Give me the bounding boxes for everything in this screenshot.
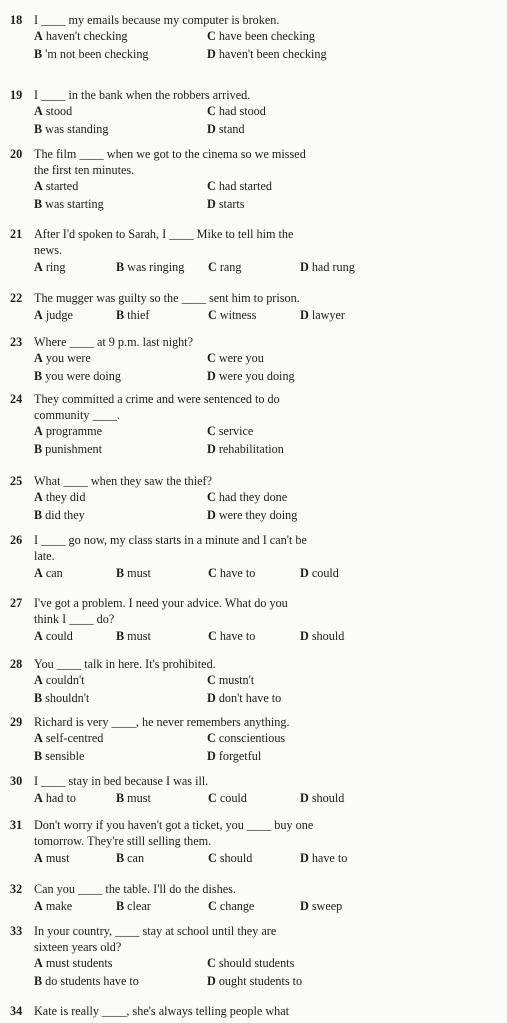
option-text: should students — [218, 956, 295, 970]
option-letter: A — [34, 490, 43, 504]
option-d[interactable] — [207, 368, 295, 384]
option-c[interactable] — [208, 850, 252, 866]
option-letter: C — [208, 629, 217, 643]
option-text: haven't checking — [45, 29, 128, 43]
option-c[interactable] — [207, 178, 272, 194]
question-text-line: In your country, ____ stay at school until they are — [34, 924, 277, 938]
question-18 — [0, 12, 507, 61]
option-b[interactable] — [116, 307, 149, 323]
option-a[interactable] — [34, 178, 78, 194]
option-letter: C — [207, 490, 216, 504]
question-stem — [0, 1003, 507, 1019]
option-letter: B — [34, 47, 43, 61]
question-stem — [0, 146, 507, 178]
option-text: do students have to — [45, 974, 139, 988]
option-letter: C — [208, 260, 217, 274]
option-b[interactable] — [34, 46, 149, 62]
option-text: judge — [45, 308, 73, 322]
option-text: had started — [218, 179, 272, 193]
option-letter: D — [207, 47, 216, 61]
question-text-line: What ____ when they saw the thief? — [34, 474, 213, 488]
option-text: rehabilitation — [218, 442, 284, 456]
option-c[interactable] — [207, 955, 294, 971]
option-letter: D — [207, 508, 216, 522]
question-text-line: community ____. — [34, 408, 120, 422]
option-letter: A — [34, 629, 43, 643]
question-25 — [0, 473, 507, 522]
question-22 — [0, 290, 507, 322]
option-text: must — [45, 851, 70, 865]
option-letter: B — [116, 851, 125, 865]
option-letter: B — [34, 749, 43, 763]
option-text: had they done — [218, 490, 288, 504]
option-text: change — [219, 899, 255, 913]
question-text-line: late. — [34, 549, 55, 563]
option-letter: A — [34, 791, 43, 805]
option-letter: D — [207, 974, 216, 988]
option-a[interactable] — [34, 423, 102, 439]
question-text-line: think I ____ do? — [34, 612, 115, 626]
option-text: forgetful — [218, 749, 262, 763]
option-a[interactable] — [34, 307, 73, 323]
option-c[interactable] — [207, 489, 287, 505]
option-text: had rung — [311, 260, 355, 274]
question-stem — [0, 391, 507, 423]
option-text: you were — [45, 351, 91, 365]
option-letter: B — [34, 974, 43, 988]
option-d[interactable] — [207, 46, 327, 62]
option-letter: D — [300, 308, 309, 322]
option-c[interactable] — [208, 565, 255, 581]
question-stem — [0, 473, 507, 489]
question-stem — [0, 923, 507, 955]
option-letter: D — [207, 749, 216, 763]
option-a[interactable] — [34, 28, 128, 44]
option-text: should — [219, 851, 253, 865]
question-29 — [0, 714, 507, 763]
option-letter: B — [116, 899, 125, 913]
option-b[interactable] — [34, 748, 84, 764]
question-23 — [0, 334, 507, 383]
option-c[interactable] — [208, 898, 254, 914]
option-b[interactable] — [116, 628, 151, 644]
option-text: must — [127, 629, 151, 643]
question-text-line: the first ten minutes. — [34, 163, 135, 177]
option-c[interactable] — [208, 790, 247, 806]
question-text-line: They committed a crime and were sentenced to do — [34, 392, 280, 406]
question-stem — [0, 881, 507, 897]
option-letter: A — [34, 899, 43, 913]
option-c[interactable] — [207, 730, 285, 746]
option-b[interactable] — [116, 898, 151, 914]
question-number: 21 — [10, 227, 23, 241]
option-text: couldn't — [45, 673, 85, 687]
option-text: have to — [311, 851, 348, 865]
question-text-line: Don't worry if you haven't got a ticket, you ____ buy one — [34, 818, 314, 832]
question-text-line: I ____ go now, my class starts in a minute and I can't be — [34, 533, 307, 547]
option-letter: D — [207, 691, 216, 705]
option-letter: A — [34, 424, 43, 438]
option-letter: B — [116, 791, 125, 805]
question-number: 34 — [10, 1004, 23, 1018]
option-letter: A — [34, 179, 43, 193]
option-letter: B — [34, 122, 43, 136]
question-28 — [0, 656, 507, 705]
option-text: stood — [45, 104, 73, 118]
question-stem — [0, 532, 507, 564]
question-20 — [0, 146, 507, 211]
option-a[interactable] — [34, 103, 72, 119]
option-b[interactable] — [116, 259, 184, 275]
option-letter: D — [207, 369, 216, 383]
option-letter: A — [34, 308, 43, 322]
option-text: was ringing — [127, 260, 185, 274]
question-number: 19 — [10, 88, 23, 102]
question-number: 20 — [10, 147, 23, 161]
option-d[interactable] — [300, 565, 339, 581]
option-a[interactable] — [34, 489, 85, 505]
option-letter: C — [207, 179, 216, 193]
option-c[interactable] — [208, 628, 255, 644]
option-letter: C — [208, 791, 217, 805]
option-text: were they doing — [218, 508, 298, 522]
option-c[interactable] — [207, 672, 254, 688]
option-letter: C — [208, 851, 217, 865]
question-stem — [0, 714, 507, 730]
question-32 — [0, 881, 507, 913]
option-letter: A — [34, 29, 43, 43]
option-letter: A — [34, 566, 43, 580]
option-text: rang — [219, 260, 242, 274]
option-d[interactable] — [207, 690, 281, 706]
option-d[interactable] — [207, 748, 261, 764]
option-a[interactable] — [34, 898, 72, 914]
question-21 — [0, 226, 507, 274]
option-letter: D — [207, 442, 216, 456]
option-letter: C — [208, 899, 217, 913]
option-text: lawyer — [311, 308, 345, 322]
option-letter: D — [300, 629, 309, 643]
option-text: they did — [45, 490, 86, 504]
option-a[interactable] — [34, 730, 103, 746]
option-d[interactable] — [300, 790, 344, 806]
option-d[interactable] — [207, 196, 245, 212]
question-stem — [0, 656, 507, 672]
option-text: mustn't — [218, 673, 255, 687]
option-text: must students — [45, 956, 113, 970]
option-text: did they — [45, 508, 85, 522]
question-text-line: You ____ talk in here. It's prohibited. — [34, 657, 216, 671]
option-letter: B — [34, 508, 43, 522]
question-number: 25 — [10, 474, 23, 488]
option-text: self-centred — [45, 731, 104, 745]
question-number: 18 — [10, 13, 23, 27]
option-text: should — [311, 791, 345, 805]
question-stem — [0, 334, 507, 350]
option-letter: B — [116, 260, 125, 274]
option-b[interactable] — [34, 196, 104, 212]
option-text: make — [45, 899, 73, 913]
option-text: have to — [219, 629, 256, 643]
question-number: 31 — [10, 818, 23, 832]
question-stem — [0, 12, 507, 28]
option-text: have been checking — [218, 29, 315, 43]
option-a[interactable] — [34, 955, 113, 971]
option-letter: B — [116, 566, 125, 580]
option-d[interactable] — [300, 307, 345, 323]
option-text: clear — [127, 899, 151, 913]
option-text: witness — [219, 308, 257, 322]
option-letter: A — [34, 851, 43, 865]
question-stem — [0, 817, 507, 849]
option-text: sensible — [45, 749, 85, 763]
option-letter: B — [116, 629, 125, 643]
option-text: were you — [218, 351, 264, 365]
question-text-line: Kate is really ____, she's always telling people what — [34, 1004, 290, 1018]
option-letter: B — [34, 691, 43, 705]
option-letter: A — [34, 956, 43, 970]
option-text: could — [45, 629, 73, 643]
option-letter: C — [207, 351, 216, 365]
option-a[interactable] — [34, 350, 91, 366]
question-number: 30 — [10, 774, 23, 788]
option-text: must — [127, 791, 151, 805]
option-text: thief — [127, 308, 150, 322]
option-text: don't have to — [218, 691, 282, 705]
question-text-line: The mugger was guilty so the ____ sent him to prison. — [34, 291, 300, 305]
option-letter: C — [207, 424, 216, 438]
option-c[interactable] — [207, 350, 264, 366]
option-letter: B — [116, 308, 125, 322]
question-text-line: I ____ my emails because my computer is broken. — [34, 13, 280, 27]
option-text: have to — [219, 566, 256, 580]
question-stem — [0, 595, 507, 627]
option-b[interactable] — [34, 690, 89, 706]
option-text: you were doing — [45, 369, 121, 383]
option-text: haven't been checking — [218, 47, 327, 61]
option-d[interactable] — [207, 121, 245, 137]
question-text-line: news. — [34, 243, 63, 257]
question-text-line: After I'd spoken to Sarah, I ____ Mike to tell him the — [34, 227, 294, 241]
question-stem — [0, 773, 507, 789]
option-text: should — [311, 629, 345, 643]
question-34 — [0, 1003, 507, 1019]
question-number: 33 — [10, 924, 23, 938]
option-text: must — [127, 566, 151, 580]
option-c[interactable] — [207, 28, 315, 44]
question-text-line: I ____ in the bank when the robbers arrived. — [34, 88, 251, 102]
option-a[interactable] — [34, 565, 63, 581]
option-text: sweep — [311, 899, 343, 913]
option-text: could — [311, 566, 339, 580]
option-text: ring — [45, 260, 66, 274]
option-b[interactable] — [34, 121, 108, 137]
question-number: 29 — [10, 715, 23, 729]
option-d[interactable] — [300, 628, 344, 644]
question-text-line: tomorrow. They're still selling them. — [34, 834, 212, 848]
option-b[interactable] — [34, 973, 139, 989]
option-letter: A — [34, 673, 43, 687]
option-d[interactable] — [300, 259, 355, 275]
option-text: were you doing — [218, 369, 295, 383]
option-a[interactable] — [34, 850, 70, 866]
option-c[interactable] — [208, 307, 256, 323]
option-a[interactable] — [34, 628, 73, 644]
option-text: starts — [218, 197, 245, 211]
option-text: was standing — [45, 122, 109, 136]
question-stem — [0, 87, 507, 103]
option-text: shouldn't — [45, 691, 90, 705]
question-text-line: The film ____ when we got to the cinema so we missed — [34, 147, 306, 161]
option-a[interactable] — [34, 259, 65, 275]
option-text: ought students to — [218, 974, 303, 988]
question-27 — [0, 595, 507, 643]
option-text: conscientious — [218, 731, 286, 745]
option-b[interactable] — [116, 790, 151, 806]
question-text-line: Can you ____ the table. I'll do the dishes. — [34, 882, 236, 896]
option-text: had stood — [218, 104, 266, 118]
question-text-line: Richard is very ____, he never remembers anything. — [34, 715, 290, 729]
question-31 — [0, 817, 507, 865]
option-b[interactable] — [34, 368, 121, 384]
option-text: stand — [218, 122, 245, 136]
option-c[interactable] — [207, 103, 266, 119]
option-text: can — [127, 851, 145, 865]
question-number: 26 — [10, 533, 23, 547]
option-letter: D — [300, 791, 309, 805]
question-text-line: sixteen years old? — [34, 940, 122, 954]
option-b[interactable] — [116, 565, 151, 581]
option-c[interactable] — [208, 259, 241, 275]
option-d[interactable] — [207, 973, 302, 989]
option-text: was starting — [45, 197, 104, 211]
option-letter: C — [208, 308, 217, 322]
question-33 — [0, 923, 507, 988]
option-letter: D — [300, 566, 309, 580]
option-letter: D — [207, 122, 216, 136]
option-letter: B — [34, 442, 43, 456]
option-text: can — [45, 566, 63, 580]
option-letter: C — [207, 104, 216, 118]
question-24 — [0, 391, 507, 456]
question-30 — [0, 773, 507, 805]
option-letter: C — [208, 566, 217, 580]
question-stem — [0, 226, 507, 258]
question-19 — [0, 87, 507, 136]
question-text-line: I've got a problem. I need your advice. What do you — [34, 596, 288, 610]
option-letter: C — [207, 731, 216, 745]
question-number: 22 — [10, 291, 23, 305]
option-letter: B — [34, 197, 43, 211]
option-text: programme — [45, 424, 102, 438]
option-d[interactable] — [207, 441, 284, 457]
option-letter: A — [34, 104, 43, 118]
question-number: 27 — [10, 596, 23, 610]
option-a[interactable] — [34, 672, 85, 688]
option-letter: D — [300, 851, 309, 865]
option-letter: A — [34, 351, 43, 365]
option-letter: C — [207, 956, 216, 970]
option-letter: A — [34, 260, 43, 274]
option-text: could — [219, 791, 247, 805]
option-a[interactable] — [34, 790, 76, 806]
option-letter: C — [207, 673, 216, 687]
option-b[interactable] — [116, 850, 144, 866]
option-letter: D — [207, 197, 216, 211]
question-26 — [0, 532, 507, 580]
option-letter: C — [207, 29, 216, 43]
option-text: 'm not been checking — [45, 47, 149, 61]
question-number: 32 — [10, 882, 23, 896]
option-b[interactable] — [34, 507, 85, 523]
option-letter: B — [34, 369, 43, 383]
option-text: started — [45, 179, 79, 193]
option-text: service — [218, 424, 254, 438]
question-number: 28 — [10, 657, 23, 671]
option-d[interactable] — [207, 507, 297, 523]
question-text-line: I ____ stay in bed because I was ill. — [34, 774, 209, 788]
option-c[interactable] — [207, 423, 253, 439]
question-text-line: Where ____ at 9 p.m. last night? — [34, 335, 194, 349]
question-number: 24 — [10, 392, 23, 406]
option-text: punishment — [45, 442, 103, 456]
option-letter: D — [300, 899, 309, 913]
option-d[interactable] — [300, 898, 342, 914]
option-letter: A — [34, 731, 43, 745]
option-d[interactable] — [300, 850, 347, 866]
question-stem — [0, 290, 507, 306]
question-number: 23 — [10, 335, 23, 349]
option-letter: D — [300, 260, 309, 274]
option-b[interactable] — [34, 441, 102, 457]
option-text: had to — [45, 791, 76, 805]
